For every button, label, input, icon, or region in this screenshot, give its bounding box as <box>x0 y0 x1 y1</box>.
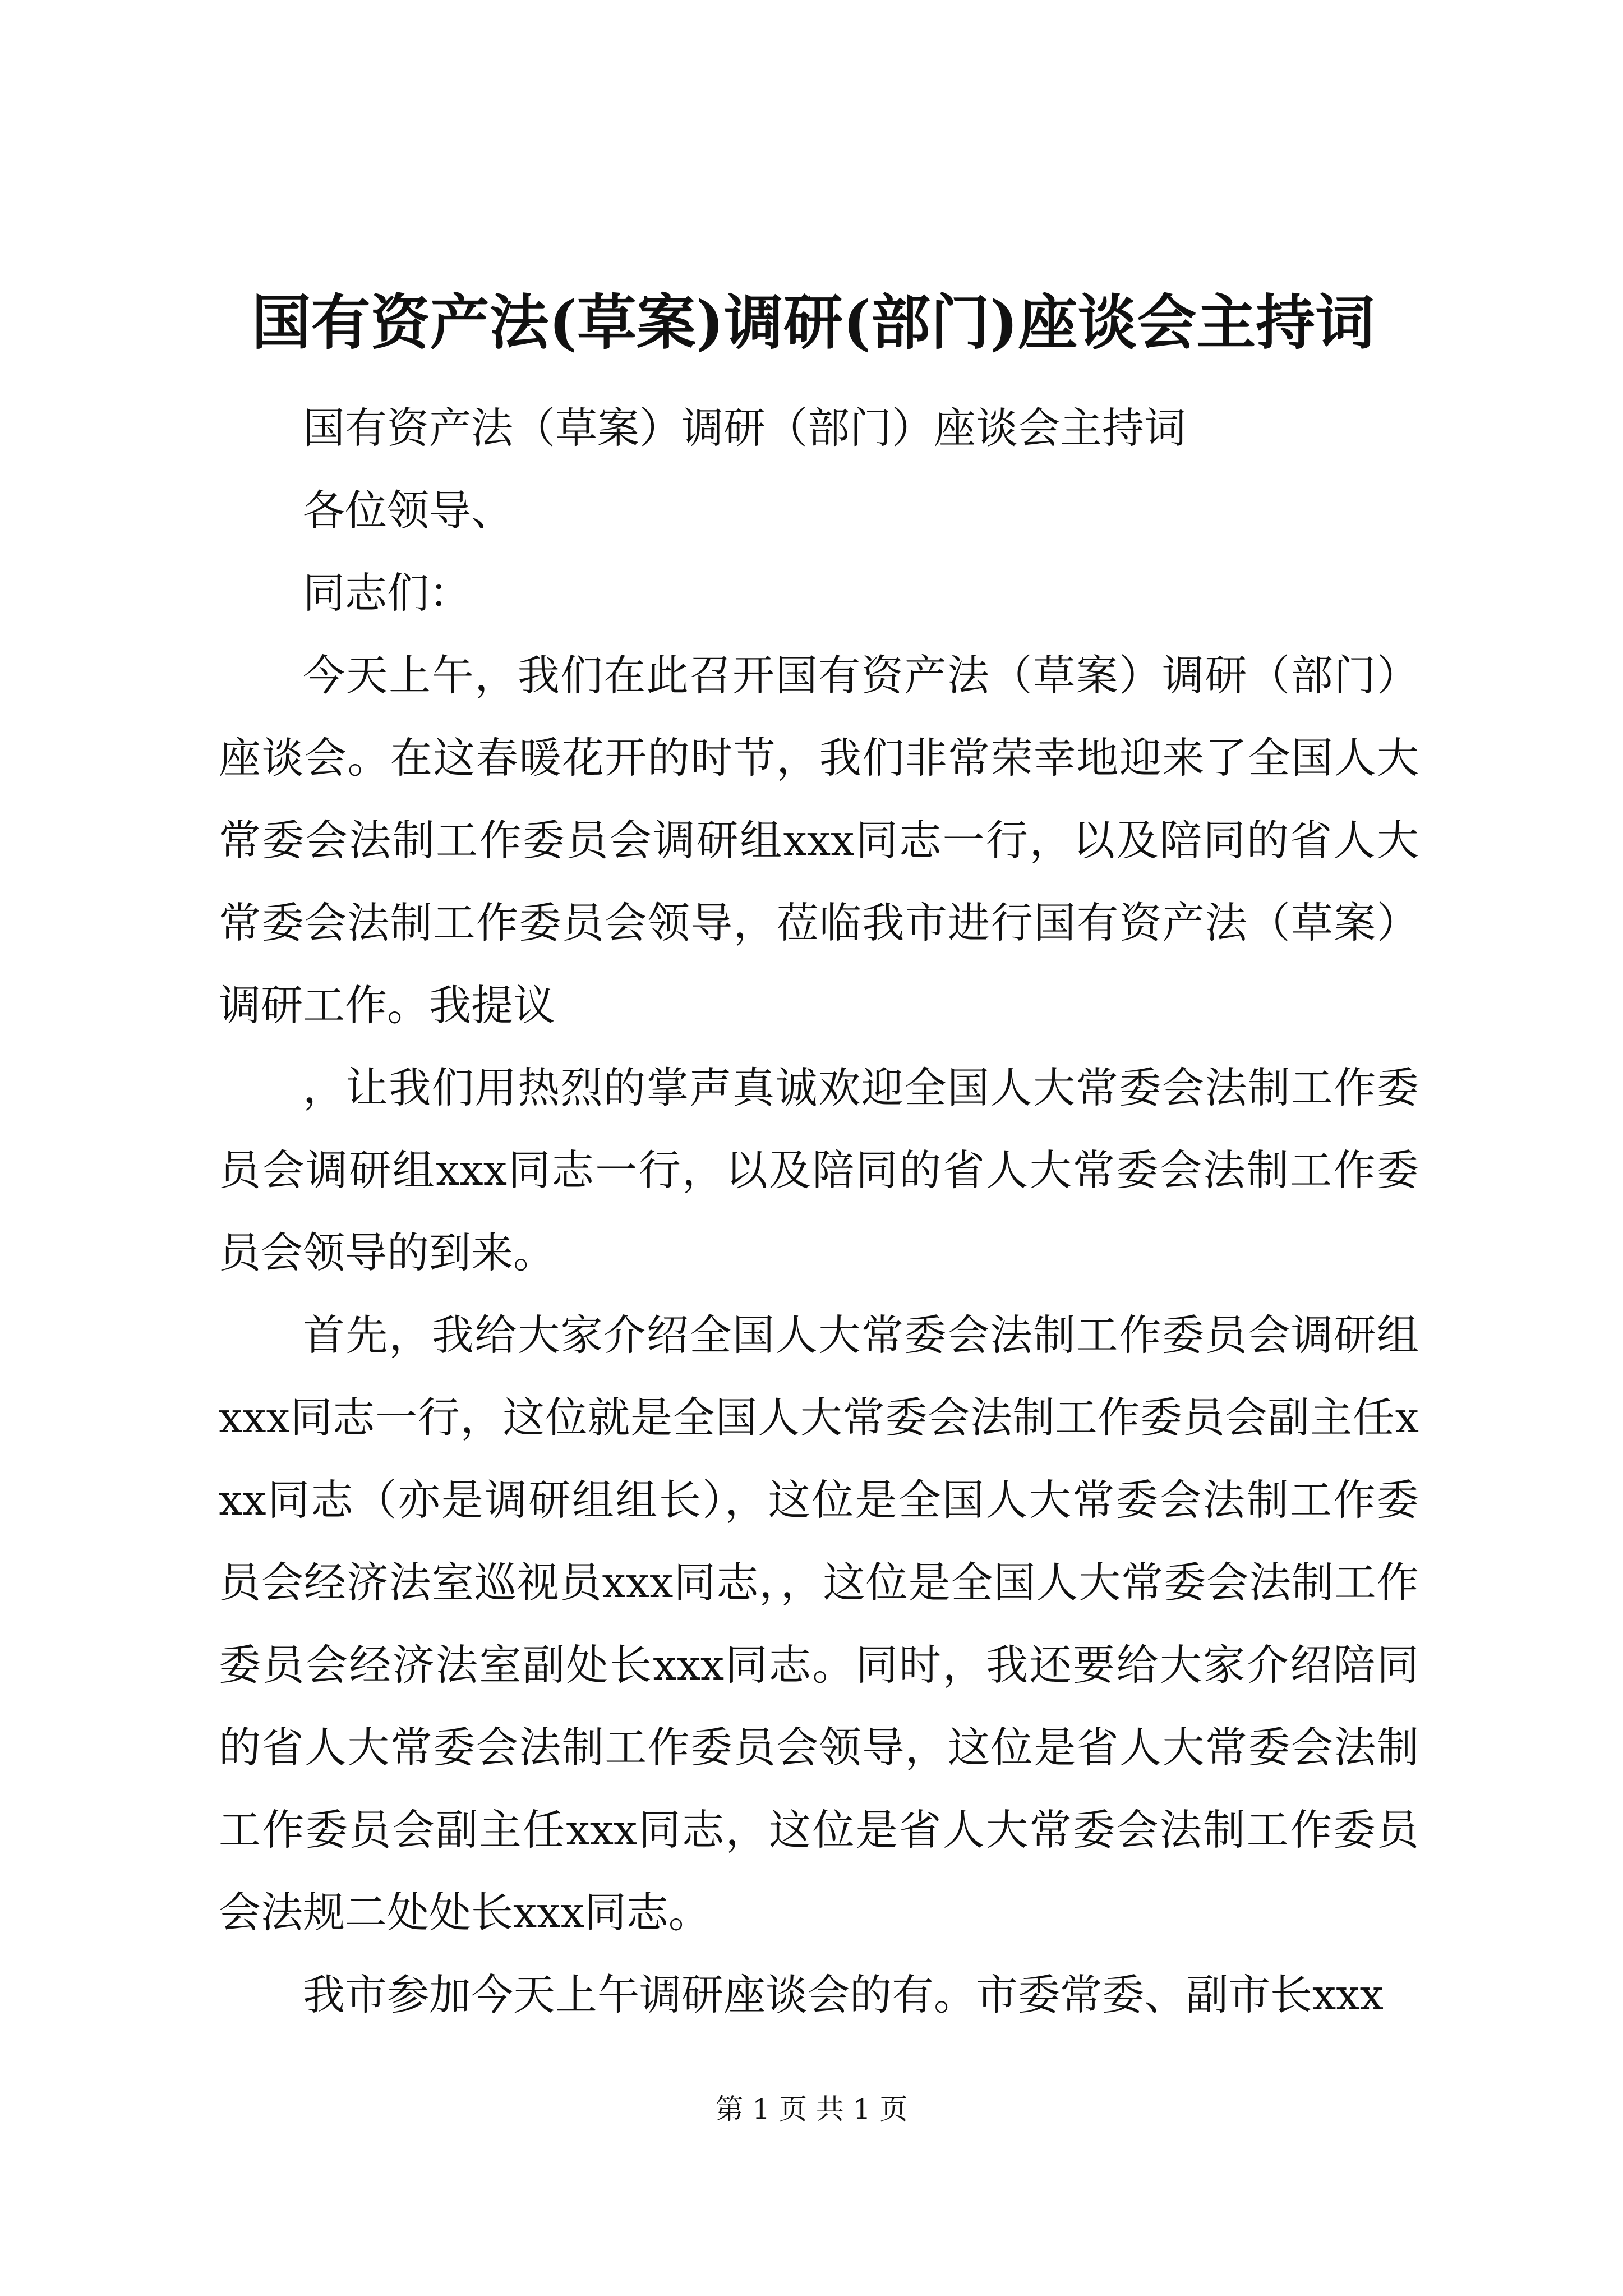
subtitle-paragraph: 国有资产法（草案）调研（部门）座谈会主持词 <box>303 403 1187 453</box>
page-number-footer: 第 1 页 共 1 页 <box>715 2093 908 2125</box>
salutation-line-1: 各位领导、 <box>303 486 514 535</box>
salutation-line-2: 同志们： <box>303 568 472 618</box>
body-paragraph-introductions: 首先，我给大家介绍全国人大常委会法制工作委员会调研组xxx同志一行，这位就是全国人大常委会法制工作委员会副主任xxx同志（亦是调研组组长），这位是全国人大常委会法制工作委员会经济法室巡视员xxx同志，，这位是全国人大常委会法制工作委员会经济法室副处长xxx同志。同时，我还要给大家介绍陪同的省人大常委会法制工作委员会领导，这位是省人大常委会法制工作委员会副主任xxx同志，这位是省人大常委会法制工作委员会法规二处处长xxx同志。 <box>219 1310 1419 1937</box>
document-title: 国有资产法(草案)调研(部门)座谈会主持词 <box>251 287 1375 357</box>
body-paragraph-opening: 今天上午，我们在此召开国有资产法（草案）调研（部门）座谈会。在这春暖花开的时节，我们非常荣幸地迎来了全国人大常委会法制工作委员会调研组xxx同志一行，以及陪同的省人大常委会法制工作委员会领导，莅临我市进行国有资产法（草案）调研工作。我提议 <box>219 651 1419 1030</box>
body-paragraph-attendees: 我市参加今天上午调研座谈会的有。市委常委、副市长xxx <box>303 1970 1384 2019</box>
body-paragraph-welcome: ，让我们用热烈的掌声真诚欢迎全国人大常委会法制工作委员会调研组xxx同志一行，以及陪同的省人大常委会法制工作委员会领导的到来。 <box>219 1063 1419 1277</box>
document-body <box>219 387 1419 2036</box>
